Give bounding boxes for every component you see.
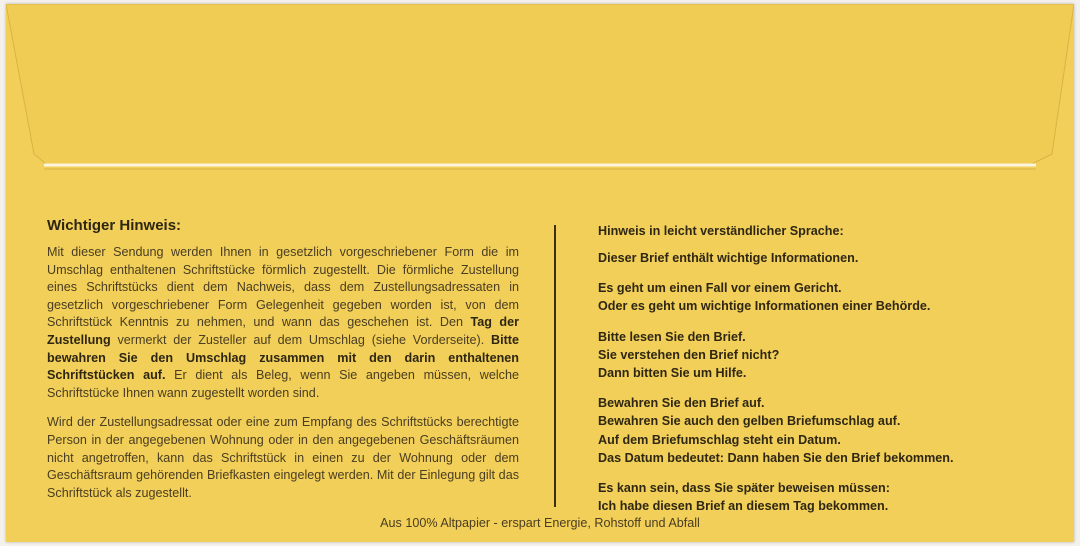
notice-paragraph-1: Mit dieser Sendung werden Ihnen in gesetzlich vorgeschriebener Form die im Umschlag enthaltenen Schriftstücke förmlich zugestellt. Die förmliche Zustellung eines Schriftstücks dient dem Nachweis, dass dem Zustellungsadressaten in gesetzlich vorgeschriebener Form Gelegenheit gegeben worden ist, von dem Schriftstück Kenntnis zu nehmen, und wann das geschehen ist. Den Tag der Zustellung vermerkt der Zusteller auf dem Umschlag (siehe Vorderseite). Bitte bewahren Sie den Umschlag zusammen mit den darin enthaltenen Schriftstücken auf. Er dient als Beleg, wenn Sie angeben müssen, welche Schriftstücke Ihnen wann zugestellt worden sind. xyxy=(47,245,519,400)
delivery-day-bold: Tag der Zustellung xyxy=(47,315,519,347)
keep-envelope-bold: Bitte bewahren Sie den Umschlag zusammen mit den darin enthaltenen Schriftstücken auf. xyxy=(47,332,519,383)
easy-line: Dieser Brief enthält wichtige Informationen. xyxy=(598,251,859,265)
envelope-back xyxy=(6,4,1074,542)
easy-language-heading: Hinweis in leicht verständlicher Sprache: xyxy=(598,224,844,238)
envelope-flap xyxy=(6,4,1074,176)
easy-line: Sie verstehen den Brief nicht? xyxy=(598,347,780,362)
easy-line: Bitte lesen Sie den Brief. xyxy=(598,329,746,344)
easy-line: Bewahren Sie den Brief auf. xyxy=(598,396,765,411)
easy-line: Oder es geht um wichtige Informationen einer Behörde. xyxy=(598,299,931,314)
recycled-paper-note: Aus 100% Altpapier - erspart Energie, Rohstoff und Abfall xyxy=(380,516,700,530)
column-divider xyxy=(554,225,556,507)
easy-language-section xyxy=(598,224,1038,527)
notice-paragraph-2: Wird der Zustellungsadressat oder eine zum Empfang des Schriftstücks berechtigte Person in der angegebenen Wohnung oder in den angegebenen Geschäftsräumen nicht angetroffen, kann das Schriftstück in einen zu der Wohnung oder dem Geschäftsraum gehörenden Briefkasten eingelegt werden. Mit der Einlegung gilt das Schriftstück als zugestellt. xyxy=(47,415,519,500)
easy-paragraph-4 xyxy=(598,394,1038,467)
easy-line: Auf dem Briefumschlag steht ein Datum. xyxy=(598,432,841,447)
easy-line: Das Datum bedeutet: Dann haben Sie den Brief bekommen. xyxy=(598,450,954,465)
notice-section xyxy=(47,217,519,514)
easy-paragraph-5 xyxy=(598,479,1038,515)
easy-line: Es geht um einen Fall vor einem Gericht. xyxy=(598,281,842,296)
easy-paragraph-3 xyxy=(598,328,1038,383)
easy-line: Ich habe diesen Brief an diesem Tag bekommen. xyxy=(598,499,889,514)
easy-line: Dann bitten Sie um Hilfe. xyxy=(598,366,747,381)
easy-line: Es kann sein, dass Sie später beweisen müssen: xyxy=(598,481,890,496)
easy-paragraph-1 xyxy=(598,249,1038,267)
easy-paragraph-2 xyxy=(598,279,1038,315)
notice-title: Wichtiger Hinweis: xyxy=(47,217,182,234)
easy-line: Bewahren Sie auch den gelben Briefumschlag auf. xyxy=(598,414,901,429)
